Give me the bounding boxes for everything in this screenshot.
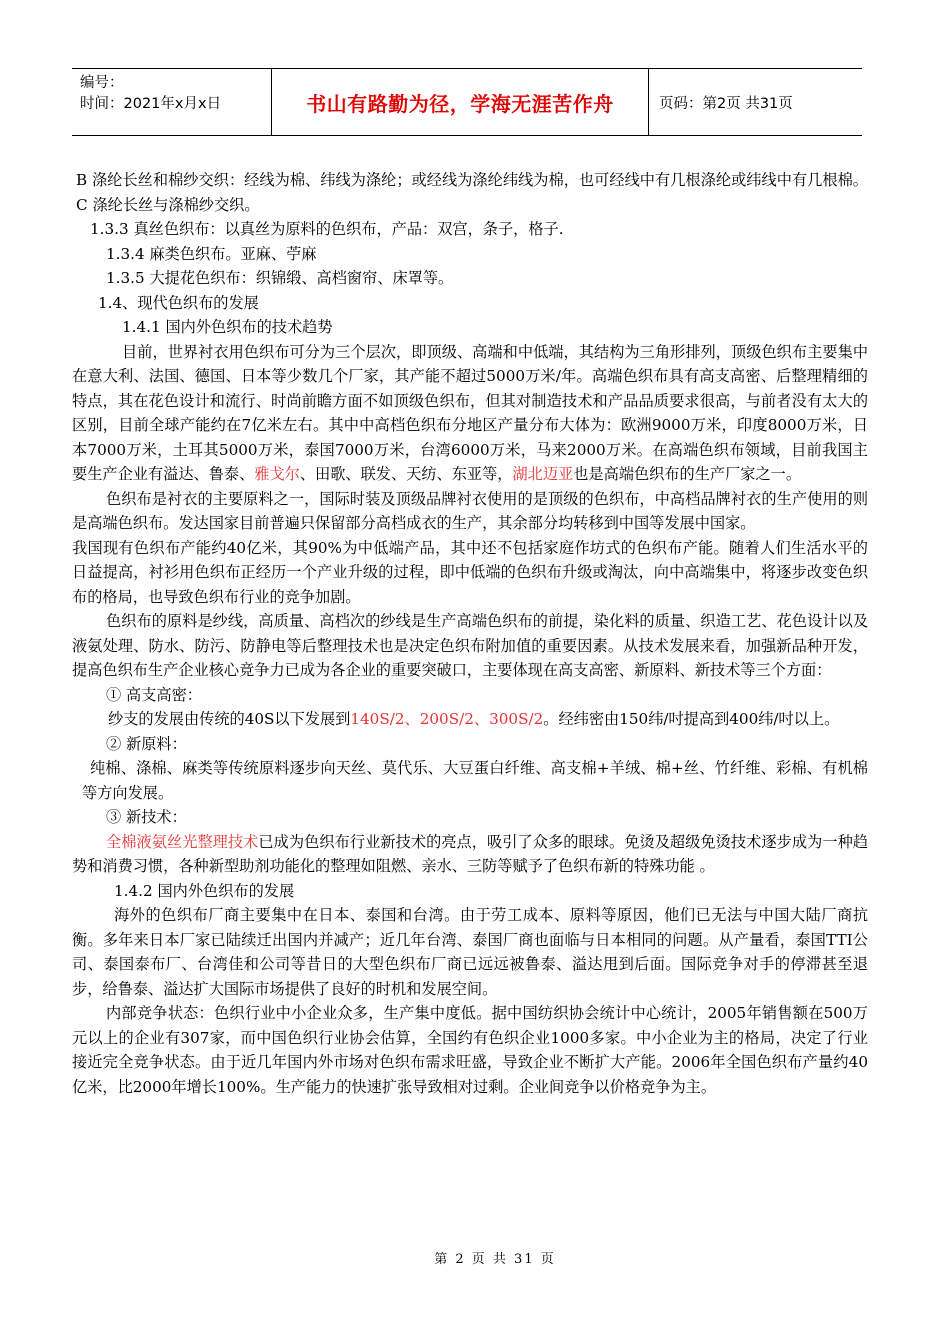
document-time-label: 时间：2021年x月x日 — [80, 96, 222, 112]
header-page-info: 页码：第2页 共31页 — [659, 95, 793, 112]
list-heading: ② 新原料： — [106, 734, 187, 753]
paragraph: 色织布是衬衣的主要原料之一，国际时装及顶级品牌衬衣使用的是顶级的色织布，中高档品牌衬衣的生产使用的则是高端色织布。发达国家目前普遍只保留部分高档成衣的生产，其余部分均转移到中国等发展中国家。 — [72, 489, 868, 532]
paragraph — [72, 830, 868, 879]
paragraph: B 涤纶长丝和棉纱交织：经线为棉、纬线为涤纶；或经线为涤纶纬线为棉，也可经线中有几根涤纶或纬线中有几根棉。C 涤纶长丝与涤棉纱交织。 — [76, 171, 868, 214]
highlight-text: 140S/2、200S/2、300S/2 — [350, 710, 544, 728]
paragraph: 色织布的原料是纱线，高质量、高档次的纱线是生产高端色织布的前提，染化料的质量、织造工艺、花色设计以及液氨处理、防水、防污、防静电等后整理技术也是决定色织布附加值的重要因素。从技术发展来看，加强新品种开发，提高色织布生产企业核心竞争力已成为各企业的重要突破口，主要体现在高支高密、新原料、新技术等三个方面： — [72, 612, 868, 679]
highlight-text: 雅戈尔 — [254, 465, 300, 483]
document-body — [72, 168, 868, 1099]
section-heading: 1.4.2 国内外色织布的发展 — [114, 881, 295, 900]
text-run: 也是高端色织布的生产厂家之一。 — [573, 465, 801, 483]
section-heading: 1.4.1 国内外色织布的技术趋势 — [122, 318, 333, 336]
paragraph — [72, 707, 868, 732]
document-number-label: 编号： — [80, 75, 124, 91]
text-run: 。经纬密由150纬/吋提高到400纬/吋以上。 — [543, 710, 840, 728]
text-run: 、田歌、联发、天纺、东亚等， — [299, 465, 513, 483]
highlight-text: 湖北迈亚 — [512, 465, 574, 483]
section-heading: 1.3.3 真丝色织布：以真丝为原料的色织布，产品：双宫，条子，格子. — [90, 220, 564, 238]
list-heading: ③ 新技术： — [106, 808, 187, 826]
paragraph: 纯棉、涤棉、麻类等传统原料逐步向天丝、莫代乐、大豆蛋白纤维、高支棉+羊绒、棉+丝、竹纤维、彩棉、有机棉等方向发展。 — [82, 759, 868, 802]
section-heading: 1.3.4 麻类色织布。亚麻、苧麻 — [106, 244, 317, 263]
header-slogan: 书山有路勤为径，学海无涯苦作舟 — [272, 69, 649, 135]
text-run: 目前，世界衬衣用色织布可分为三个层次，即顶级、高端和中低端，其结构为三角形排列，顶级色织布主要集中在意大利、法国、德国、日本等少数几个厂家，其产能不超过5000万米/年。高端色织布具有高支高密、后整理精细的特点，其在花色设计和流行、时尚前瞻方面不如顶级色织布，但其对制造技术和产品品质要求很高，与前者没有太大的区别，目前全球产能约在7亿米左右。其中中高档色织布分地区产量分布大体为：欧洲9000万米，印度8000万米，日本7000万米，土耳其5000万米，泰国7000万米，台湾6000万米，马来2000万米。在高端色织布领域，目前我国主要生产企业有溢达、鲁泰、 — [72, 342, 868, 483]
highlight-text: 全棉液氨丝光整理技术 — [106, 832, 259, 851]
section-heading: 1.3.5 大提花色织布：织锦缎、高档窗帘、床罩等。 — [106, 269, 454, 287]
page-header — [72, 68, 862, 136]
paragraph — [72, 340, 868, 487]
page-footer: 第 2 页 共 31 页 — [434, 1252, 556, 1267]
section-heading: 1.4、现代色织布的发展 — [98, 293, 259, 312]
paragraph: 海外的色织布厂商主要集中在日本、泰国和台湾。由于劳工成本、原料等原因，他们已无法与中国大陆厂商抗衡。多年来日本厂家已陆续迁出国内并减产；近几年台湾、泰国厂商也面临与日本相同的问题。从产量看，泰国TTI公司、泰国泰布厂、台湾佳和公司等昔日的大型色织布厂商已远远被鲁泰、溢达甩到后面。国际竞争对手的停滞甚至退步，给鲁泰、溢达扩大国际市场提供了良好的时机和发展空间。 — [72, 906, 868, 998]
paragraph: 我国现有色织布产能约40亿米，其90%为中低端产品，其中还不包括家庭作坊式的色织布产能。随着人们生活水平的日益提高，衬衫用色织布正经历一个产业升级的过程，即中低端的色织布升级或淘汰，向中高端集中，将逐步改变色织布的格局，也导致色织布行业的竞争加剧。 — [72, 538, 868, 606]
header-meta — [72, 69, 272, 135]
paragraph: 内部竞争状态：色织行业中小企业众多，生产集中度低。据中国纺织协会统计中心统计，2005年销售额在500万元以上的企业有307家，而中国色织行业协会估算，全国约有色织企业1000多家。中小企业为主的格局，决定了行业接近完全竞争状态。由于近几年国内外市场对色织布需求旺盛，导致企业不断扩大产能。2006年全国色织布产量约40亿米，比2000年增长100%。生产能力的快速扩张导致相对过剩。企业间竞争以价格竞争为主。 — [72, 1004, 868, 1096]
text-run: 已成为色织布行业新技术的亮点，吸引了众多的眼球。免烫及超级免烫技术逐步成为一种趋势和消费习惯，各种新型助剂功能化的整理如阻燃、亲水、三防等赋予了色织布新的特殊功能 。 — [72, 832, 869, 875]
text-run: 纱支的发展由传统的40S以下发展到 — [108, 710, 351, 728]
list-heading: ① 高支高密： — [106, 685, 202, 704]
